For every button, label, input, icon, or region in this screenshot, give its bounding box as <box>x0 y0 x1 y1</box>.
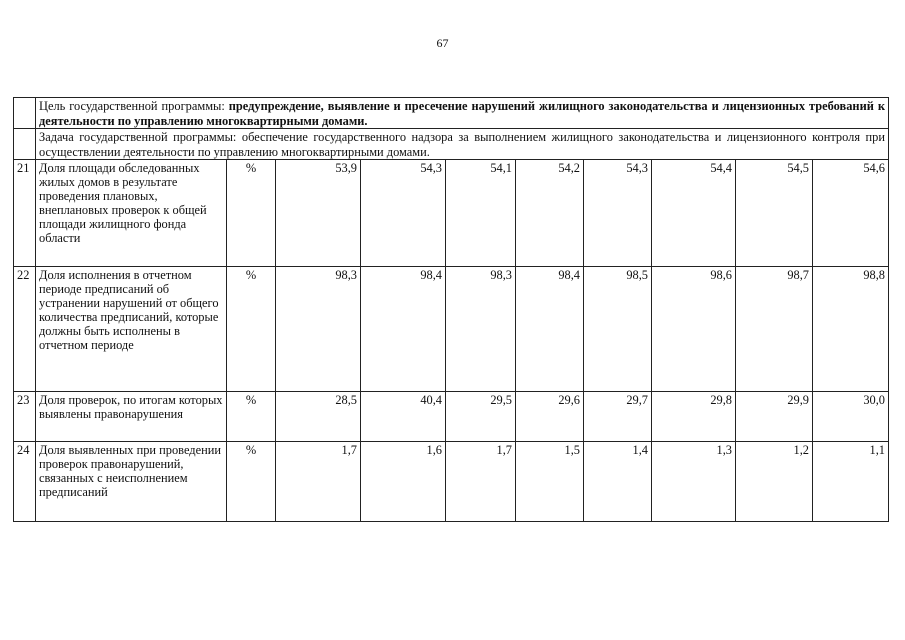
value-cell: 1,4 <box>584 442 652 522</box>
unit-cell: % <box>227 442 276 522</box>
table-row <box>14 160 889 267</box>
value-cell: 1,7 <box>446 442 516 522</box>
table-row <box>14 267 889 392</box>
value-cell: 29,6 <box>516 392 584 442</box>
value-cell: 54,6 <box>813 160 889 267</box>
value-cell: 98,6 <box>652 267 736 392</box>
value-cell: 1,7 <box>276 442 361 522</box>
row-number: 22 <box>14 267 36 392</box>
value-cell: 98,5 <box>584 267 652 392</box>
value-cell: 98,4 <box>361 267 446 392</box>
task-text: обеспечение государственного надзора за выполнением жилищного законодательства и лицензионного контроля при осуществлении деятельности по управлению многоквартирными домами. <box>39 130 885 159</box>
value-cell: 1,6 <box>361 442 446 522</box>
indicator-name: Доля выявленных при проведении проверок правонарушений, связанных с неисполнением предписаний <box>36 442 227 522</box>
row-number: 24 <box>14 442 36 522</box>
page-number: 67 <box>436 36 449 50</box>
task-row <box>14 129 889 160</box>
row-number: 21 <box>14 160 36 267</box>
row-number: 23 <box>14 392 36 442</box>
indicator-name: Доля площади обследованных жилых домов в результате проведения плановых, внеплановых проверок к общей площади жилищного фонда области <box>36 160 227 267</box>
indicator-name: Доля исполнения в отчетном периоде предписаний об устранении нарушений от общего количества предписаний, которые должны быть исполнены в отчетном периоде <box>36 267 227 392</box>
value-cell: 30,0 <box>813 392 889 442</box>
value-cell: 98,8 <box>813 267 889 392</box>
value-cell: 29,9 <box>736 392 813 442</box>
value-cell: 29,7 <box>584 392 652 442</box>
value-cell: 29,5 <box>446 392 516 442</box>
unit-cell: % <box>227 267 276 392</box>
goal-row <box>14 98 889 129</box>
value-cell: 54,3 <box>584 160 652 267</box>
unit-cell: % <box>227 160 276 267</box>
goal-num-cell <box>14 98 36 129</box>
value-cell: 54,5 <box>736 160 813 267</box>
goal-text: предупреждение, выявление и пресечение нарушений жилищного законодательства и лицензионных требований к деятельности по управлению многоквартирными домами. <box>39 99 885 128</box>
value-cell: 1,1 <box>813 442 889 522</box>
unit-cell: % <box>227 392 276 442</box>
value-cell: 28,5 <box>276 392 361 442</box>
value-cell: 54,4 <box>652 160 736 267</box>
indicator-name: Доля проверок, по итогам которых выявлены правонарушения <box>36 392 227 442</box>
value-cell: 1,5 <box>516 442 584 522</box>
value-cell: 54,3 <box>361 160 446 267</box>
task-num-cell <box>14 129 36 160</box>
value-cell: 53,9 <box>276 160 361 267</box>
value-cell: 98,3 <box>276 267 361 392</box>
task-cell <box>36 129 889 160</box>
value-cell: 98,7 <box>736 267 813 392</box>
value-cell: 1,2 <box>736 442 813 522</box>
value-cell: 1,3 <box>652 442 736 522</box>
goal-label: Цель государственной программы: <box>39 99 225 113</box>
value-cell: 54,2 <box>516 160 584 267</box>
goal-cell <box>36 98 889 129</box>
value-cell: 54,1 <box>446 160 516 267</box>
task-label: Задача государственной программы: <box>39 130 237 144</box>
value-cell: 98,4 <box>516 267 584 392</box>
table-row <box>14 392 889 442</box>
indicators-table <box>13 97 889 522</box>
table-row <box>14 442 889 522</box>
value-cell: 98,3 <box>446 267 516 392</box>
value-cell: 40,4 <box>361 392 446 442</box>
value-cell: 29,8 <box>652 392 736 442</box>
